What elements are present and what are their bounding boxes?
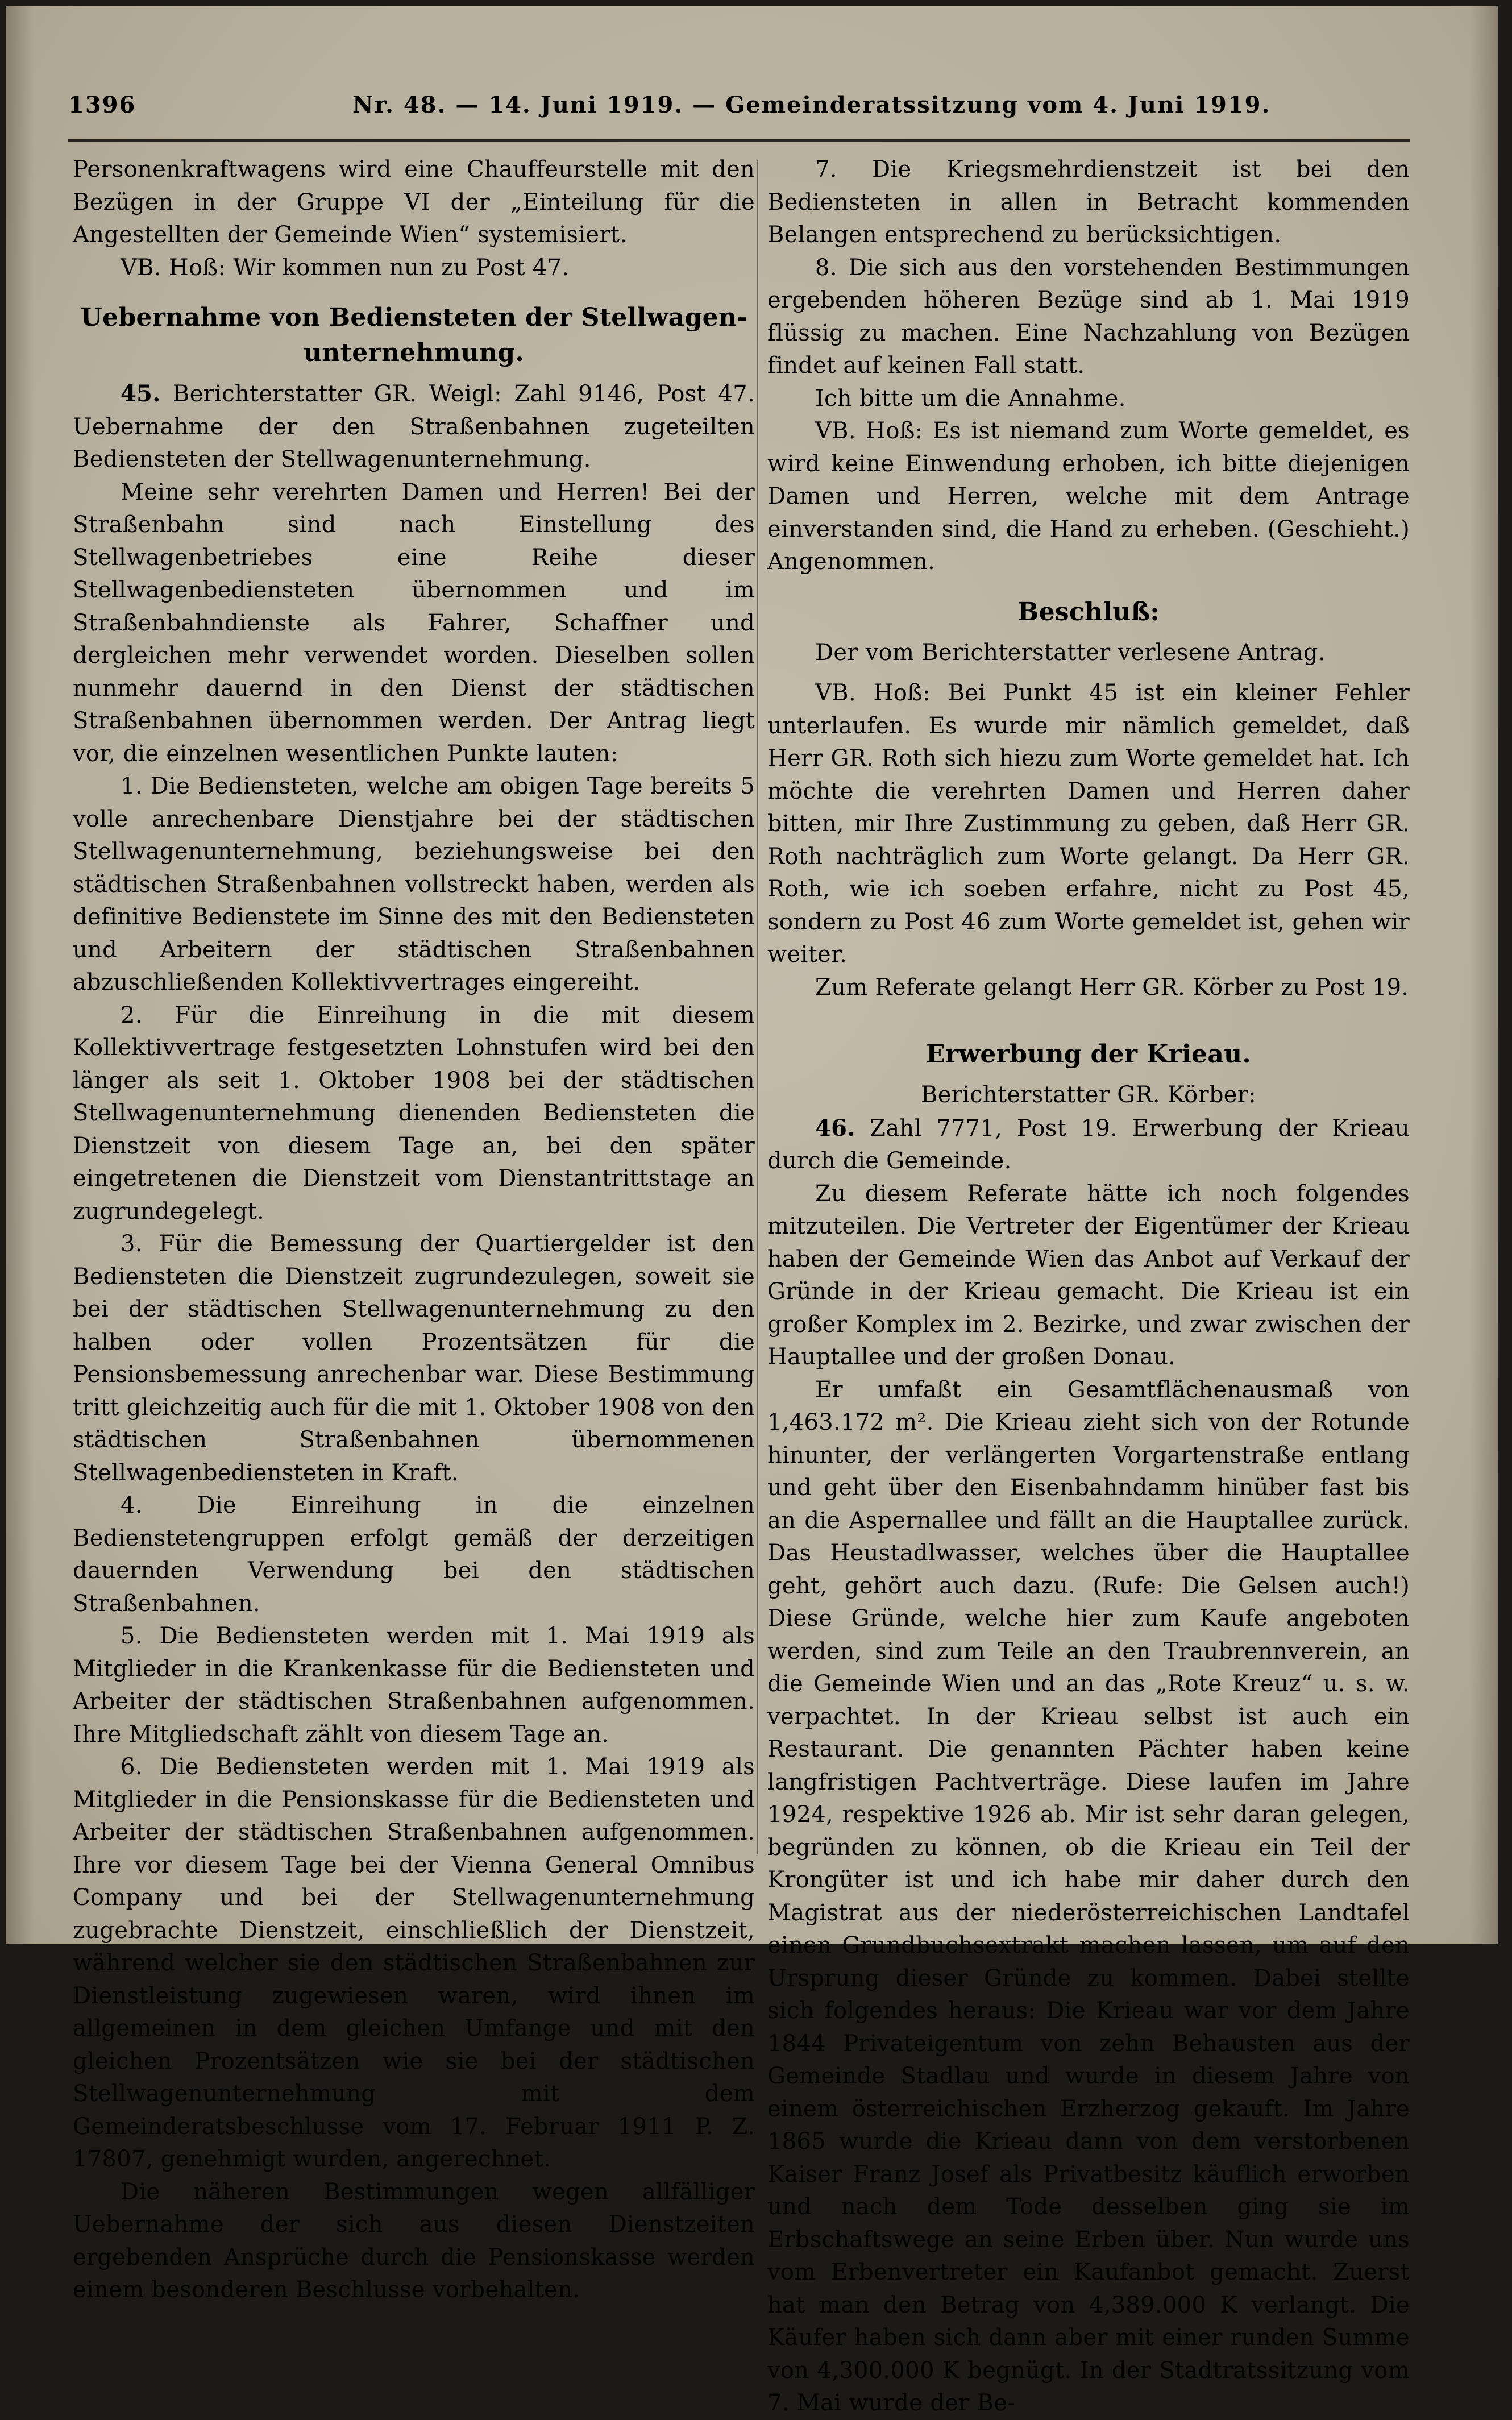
paragraph: Ich bitte um die Annahme.: [815, 385, 1126, 412]
point-7: 7. Die Kriegsmehrdienstzeit ist bei den Bediensteten in allen in Betracht kommenden Belangen entsprechend zu berücksichtigen.: [767, 156, 1410, 248]
item-number: 45.: [121, 380, 161, 407]
section-heading: Erwerbung der Krieau.: [925, 1040, 1252, 1069]
paragraph: Zum Referate gelangt Herr GR. Körber zu Post 19.: [815, 974, 1409, 1001]
right-column: [767, 153, 1410, 2416]
left-column: [73, 153, 755, 2303]
running-title: Nr. 48. — 14. Juni 1919. — Gemeinderatssitzung vom 4. Juni 1919.: [352, 92, 1271, 118]
point-6: 6. Die Bediensteten werden mit 1. Mai 1919 als Mitglieder in die Pensionskasse für die Bediensteten und Arbeiter der städtischen Straßenbahnen aufgenommen. Ihre vor diesem Tage bei der Vienna General Omnibus Company und bei der Stellwagenunternehmung zugebrachte Dienstzeit, einschließlich der Dienstzeit, während welcher sie den städtischen Straßenbahnen zur Dienstleistung zugewiesen waren, wird ihnen im allgemeinen in dem gleichen Umfange und mit den gleichen Prozentsätzen wie sie bei der städtischen Stellwagenunternehmung mit dem Gemeinderatsbeschlusse vom 17. Februar 1911 P. Z. 17807, genehmigt wurden, angerechnet.: [73, 1754, 755, 2172]
point-3: 3. Für die Bemessung der Quartiergelder ist den Bediensteten die Dienstzeit zugrundezulegen, soweit sie bei der städtischen Stellwagenunternehmung zu den halben oder vollen Prozentsätzen für die Pensionsbemessung anrechenbar war. Diese Bestimmung tritt gleichzeitig auch für die mit 1. Oktober 1908 von den städtischen Straßenbahnen übernommenen Stellwagenbediensteten in Kraft.: [73, 1231, 755, 1486]
item-46: [767, 1112, 1410, 1178]
point-1: 1. Die Bediensteten, welche am obigen Tage bereits 5 volle anrechenbare Dienstjahre bei der städtischen Stellwagenunternehmung, beziehungsweise bei den städtischen Straßenbahnen vollstreckt haben, werden als definitive Bedienstete im Sinne des mit den Bediensteten und Arbeitern der städtischen Straßenbahnen abzuschließenden Kollektivvertrages eingereiht.: [73, 773, 755, 995]
paragraph: Meine sehr verehrten Damen und Herren! Bei der Straßenbahn sind nach Einstellung des Stellwagenbetriebes eine Reihe dieser Stellwagenbediensteten übernommen und im Straßenbahndienste als Fahrer, Schaffner und dergleichen mehr verwendet worden. Dieselben sollen nunmehr dauernd in den Dienst der städtischen Straßenbahnen übernommen werden. Der Antrag liegt vor, die einzelnen wesentlichen Punkte lauten:: [73, 479, 755, 767]
item-number: 46.: [815, 1114, 855, 1141]
point-2: 2. Für die Einreihung in die mit diesem Kollektivvertrage festgesetzten Lohnstufen wird bei den länger als seit 1. Oktober 1908 bei der städtischen Stellwagenunternehmung dienenden Bediensteten die Dienstzeit von diesem Tage an, bei den später eingetretenen die Dienstzeit vom Dienstantrittstage an zugrundegelegt.: [73, 1002, 755, 1224]
item-45: [73, 377, 755, 476]
paragraph: Die näheren Bestimmungen wegen allfälliger Uebernahme der sich aus diesen Dienstzeiten ergebenden Ansprüche durch die Pensionskasse werden einem besonderen Beschlusse vorbehalten.: [73, 2178, 755, 2303]
paragraph: VB. Hoß: Bei Punkt 45 ist ein kleiner Fehler unterlaufen. Es wurde mir nämlich gemeldet, daß Herr GR. Roth sich hiezu zum Worte gemeldet hat. Ich möchte die verehrten Damen und Herren daher bitten, mir Ihre Zustimmung zu geben, daß Herr GR. Roth nachträglich zum Worte gelangt. Da Herr GR. Roth, wie ich soeben erfahre, nicht zu Post 45, sondern zu Post 46 zum Worte gemeldet ist, gehen wir weiter.: [767, 680, 1410, 968]
resolution-heading: Beschluß:: [1017, 597, 1160, 626]
point-4: 4. Die Einreihung in die einzelnen Bedienstetengruppen erfolgt gemäß der derzeitigen dauernden Verwendung bei den städtischen Straßenbahnen.: [73, 1492, 755, 1617]
point-8: 8. Die sich aus den vorstehenden Bestimmungen ergebenden höheren Bezüge sind ab 1. Mai 1919 flüssig zu machen. Eine Nachzahlung von Bezügen findet auf keinen Fall statt.: [767, 254, 1410, 379]
section-heading: Uebernahme von Bediensteten der Stellwagenunternehmung.: [80, 303, 747, 367]
paragraph: Zu diesem Referate hätte ich noch folgendes mitzuteilen. Die Vertreter der Eigentümer der Krieau haben der Gemeinde Wien das Anbot auf Verkauf der Gründe in der Krieau gemacht. Die Krieau ist ein großer Komplex im 2. Bezirke, und zwar zwischen der Hauptallee und der großen Donau.: [767, 1180, 1410, 1370]
reporter-line: Berichterstatter GR. Körber:: [921, 1082, 1256, 1108]
paragraph: Personenkraftwagens wird eine Chauffeurstelle mit den Bezügen in der Gruppe VI der „Einteilung für die Angestellten der Gemeinde Wien“ systemisiert.: [73, 156, 755, 248]
item-text: Zahl 7771, Post 19. Erwerbung der Krieau durch die Gemeinde.: [767, 1115, 1410, 1174]
column-divider: [757, 160, 758, 1854]
page-number: 1396: [68, 92, 136, 118]
spacer: [767, 1004, 1410, 1021]
resolution-text: Der vom Berichterstatter verlesene Antrag.: [815, 639, 1326, 666]
page-edge-shadow-right: [1469, 6, 1498, 1944]
point-5: 5. Die Bediensteten werden mit 1. Mai 1919 als Mitglieder in die Krankenkasse für die Bediensteten und Arbeiter der städtischen Straßenbahnen aufgenommen. Ihre Mitgliedschaft zählt von diesem Tage an.: [73, 1623, 755, 1747]
item-text: Berichterstatter GR. Weigl: Zahl 9146, Post 47. Uebernahme der den Straßenbahnen zugeteilten Bediensteten der Stellwagenunternehmung.: [73, 381, 755, 472]
paragraph: Er umfaßt ein Gesamtflächenausmaß von 1,463.172 m². Die Krieau zieht sich von der Rotunde hinunter, der verlängerten Vorgartenstraße entlang und geht über den Eisenbahndamm hinüber fast bis an die Aspernallee und fällt an die Hauptallee zurück. Das Heustadlwasser, welches über die Hauptallee geht, gehört auch dazu. (Rufe: Die Gelsen auch!) Diese Gründe, welche hier zum Kaufe angeboten werden, sind zum Teile an den Traubrennverein, an die Gemeinde Wien und an das „Rote Kreuz“ u. s. w. verpachtet. In der Krieau selbst ist auch ein Restaurant. Die genannten Pächter haben keine langfristigen Pachtverträge. Diese laufen im Jahre 1924, respektive 1926 ab. Mir ist sehr daran gelegen, begründen zu können, ob die Krieau ein Teil der Krongüter ist und ich habe mir daher durch den Magistrat aus der niederösterreichischen Landtafel einen Grundbuchsextrakt machen lassen, um auf den Ursprung dieser Gründe zu kommen. Dabei stellte sich folgendes heraus: Die Krieau war vor dem Jahre 1844 Privateigentum von zehn Behausten aus der Gemeinde Stadlau und wurde in diesem Jahre von einem österreichischen Erzherzog gekauft. Im Jahre 1865 wurde die Krieau dann von dem verstorbenen Kaiser Franz Josef als Privatbesitz käuflich erworben und nach dem Tode desselben ging sie im Erbschaftswege an seine Erben über. Nun wurde uns vom Erbenvertreter ein Kaufanbot gemacht. Zuerst hat man den Betrag von 4,389.000 K verlangt. Die Käufer haben sich dann aber mit einer runden Summe von 4,300.000 K begnügt. In der Stadtratssitzung vom 7. Mai wurde der Be-: [767, 1376, 1410, 2416]
paragraph: VB. Hoß: Es ist niemand zum Worte gemeldet, es wird keine Einwendung erhoben, ich bitte diejenigen Damen und Herren, welche mit dem Antrage einverstanden sind, die Hand zu erheben. (Geschieht.) Angenommen.: [767, 418, 1410, 575]
page-edge-shadow-left: [6, 6, 34, 1944]
spacer: [767, 669, 1410, 677]
paragraph: VB. Hoß: Wir kommen nun zu Post 47.: [121, 254, 570, 281]
page-header: [68, 85, 1398, 125]
header-rule: [68, 139, 1410, 142]
